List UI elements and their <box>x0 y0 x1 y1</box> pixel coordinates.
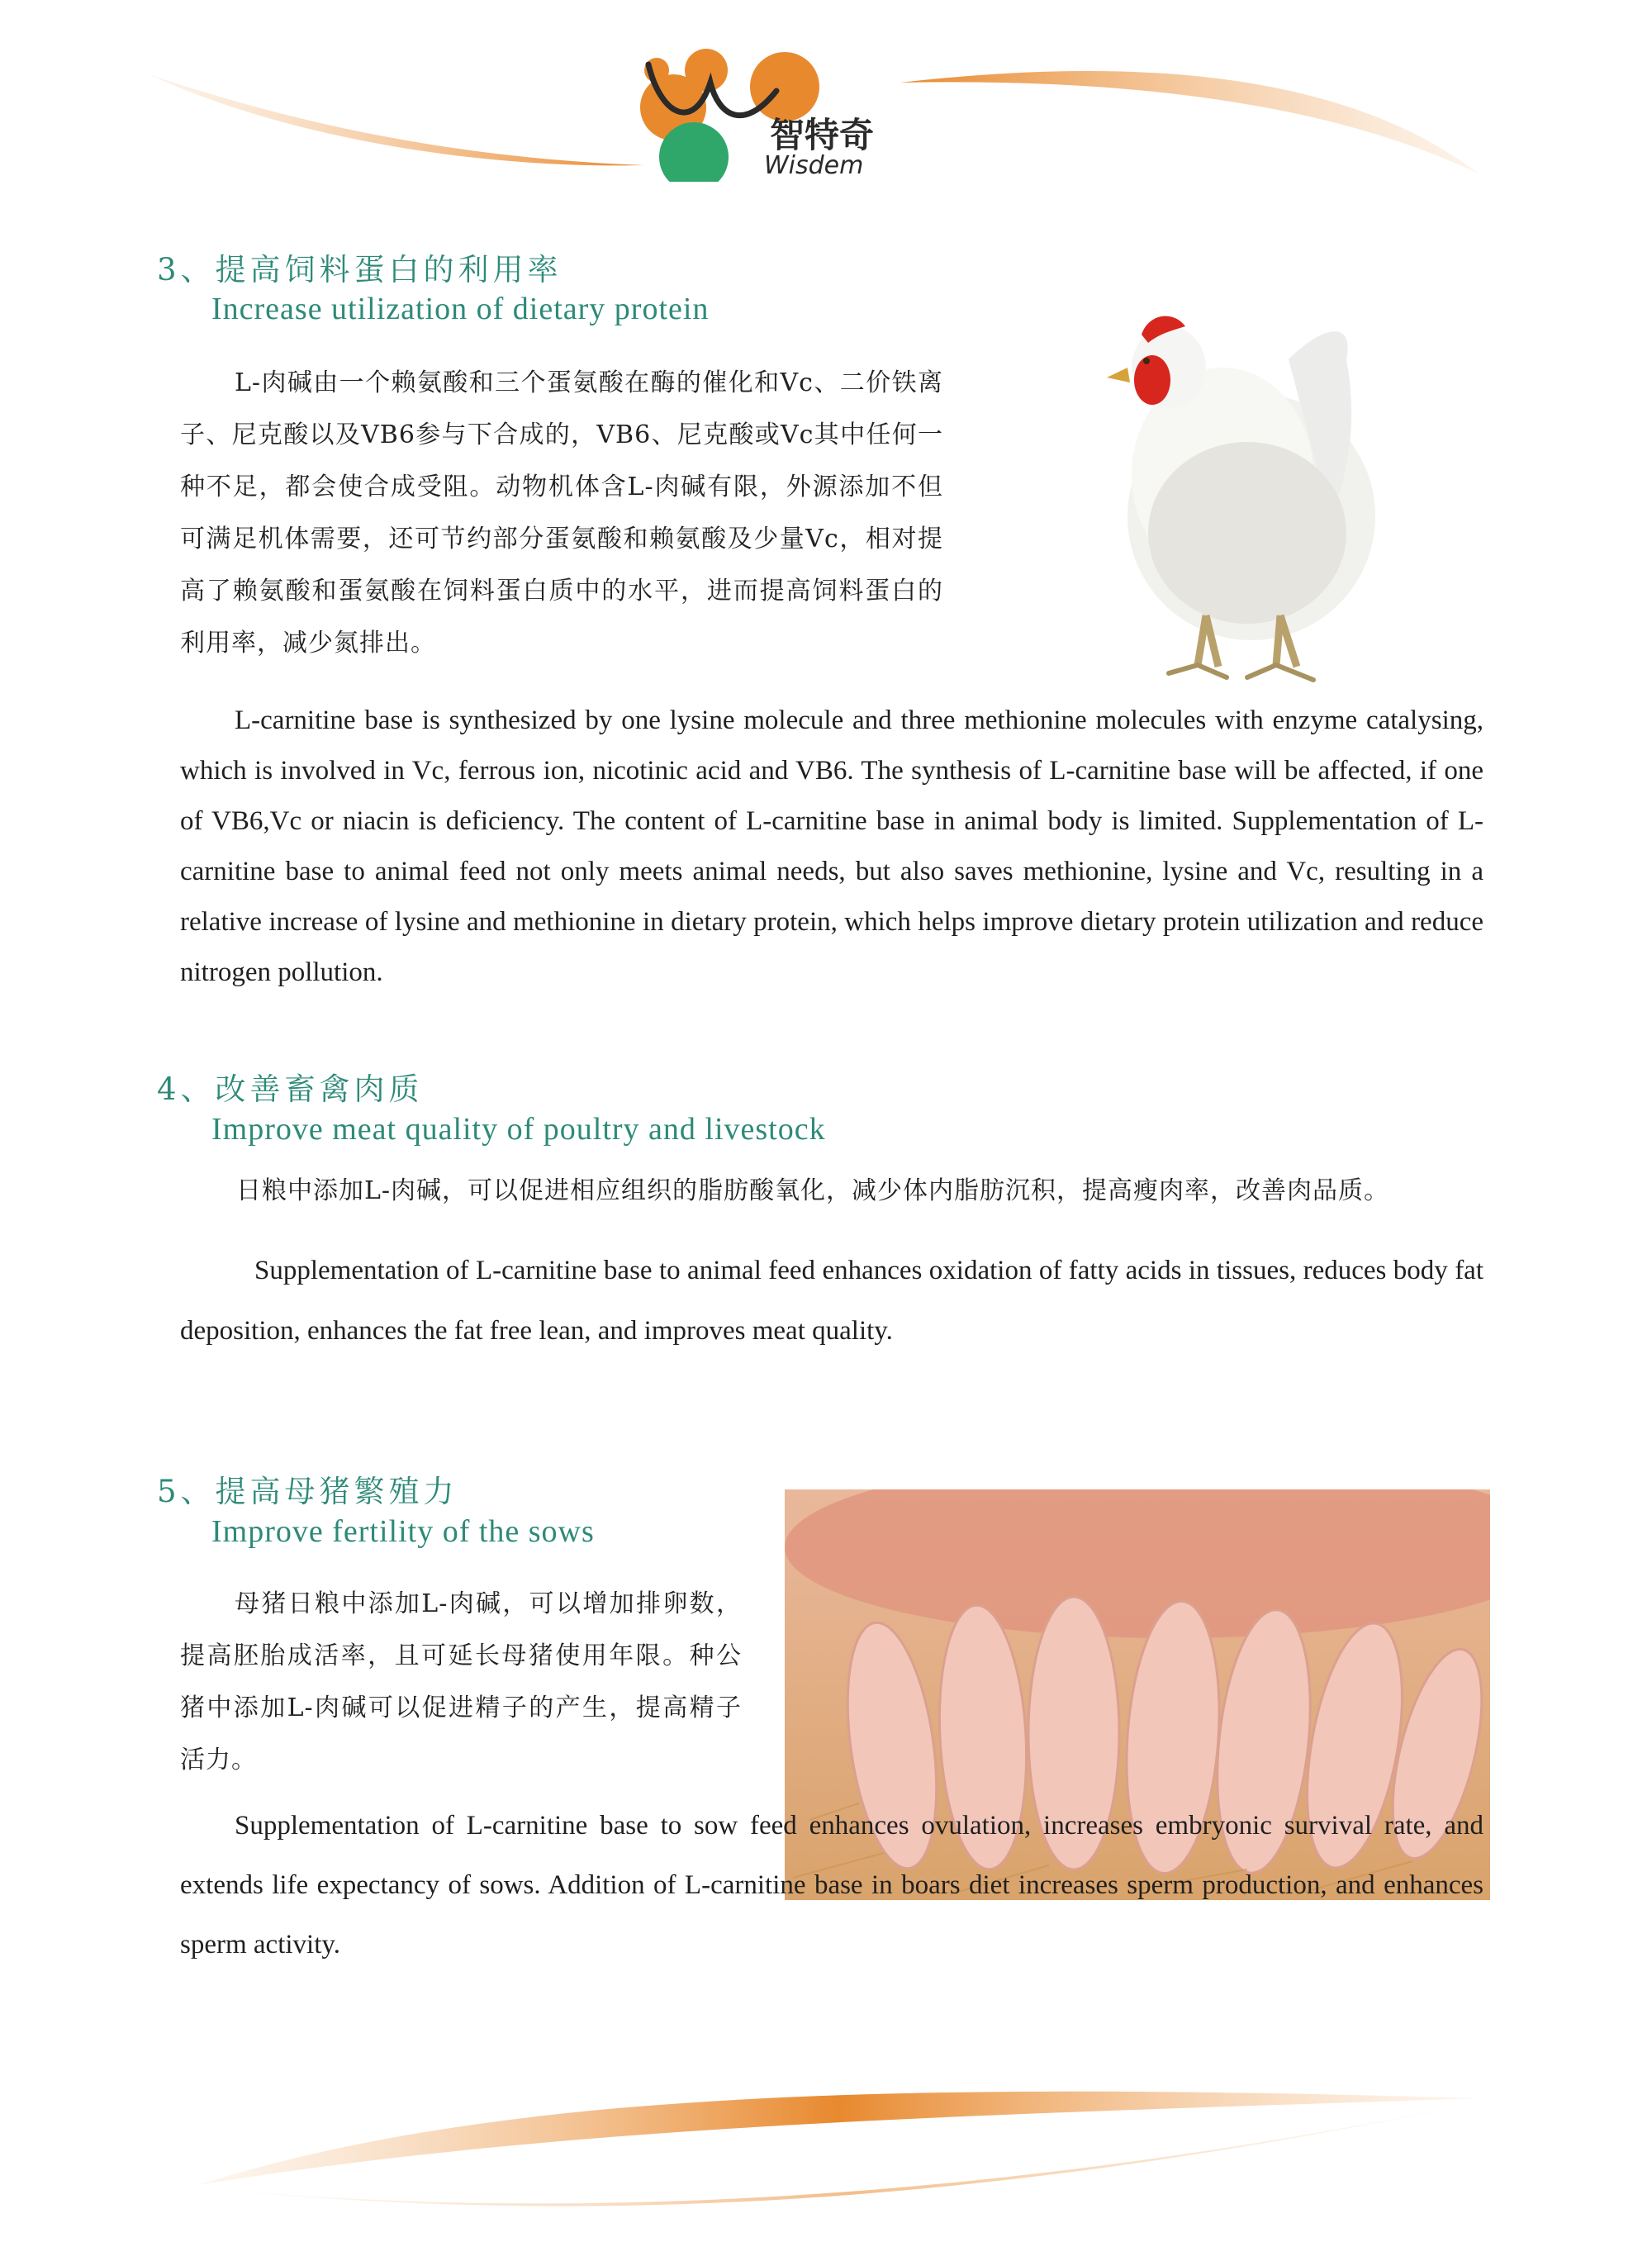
wisdem-logo <box>578 25 892 182</box>
section-3-title-en: Increase utilization of dietary protein <box>211 292 710 326</box>
logo-brand-en: Wisdem <box>764 151 864 180</box>
footer-swoosh-decoration <box>0 2065 1652 2242</box>
section-5-body-cn: 母猪日粮中添加L-肉碱，可以增加排卵数，提高胚胎成活率，且可延长母猪使用年限。种公猪中添加L-肉碱可以促进精子的产生，提高精子活力。 <box>180 1589 742 1774</box>
section-4-title-en: Improve meat quality of poultry and livestock <box>211 1112 826 1147</box>
section-4-title-cn: 4、改善畜禽肉质 <box>157 1071 424 1107</box>
section-3-body-cn: L-肉碱由一个赖氨酸和三个蛋氨酸在酶的催化和Vc、二价铁离子、尼克酸以及VB6参与下合成的，VB6、尼克酸或Vc其中任何一种不足，都会使合成受阻。动物机体含L-肉碱有限，外源添加不但可满足机体需要，还可节约部分蛋氨酸和赖氨酸及少量Vc，相对提高了赖氨酸和蛋氨酸在饲料蛋白质中的水平，进而提高饲料蛋白的利用率，减少氮排出。 <box>180 368 943 658</box>
section-5-title-en: Improve fertility of the sows <box>211 1514 595 1549</box>
section-5-body-en: Supplementation of L-carnitine base to sow feed enhances ovulation, increases embryonic survival rate, and extends life expectancy of sows. Addition of L-carnitine base in boars diet increases sperm production, and enhances sperm activity. <box>180 1811 1483 1959</box>
section-3-body-en: L-carnitine base is synthesized by one lysine molecule and three methionine molecules with enzyme catalysing, which is involved in Vc, ferrous ion, nicotinic acid and VB6. The synthesis of L-carnitine base will be affected, if one of VB6,Vc or niacin is deficiency. The content of L-carnitine base in animal body is limited. Supplementation of L-carnitine base to animal feed not only meets animal needs, but also saves methionine, lysine and Vc, resulting in a relative increase of lysine and methionine in dietary protein, which helps improve dietary protein utilization and reduce nitrogen pollution. <box>180 705 1483 987</box>
section-4-body-en: Supplementation of L-carnitine base to animal feed enhances oxidation of fatty acids in tissues, reduces body fat deposition, enhances the fat free lean, and improves meat quality. <box>180 1256 1483 1346</box>
section-5-title-cn: 5、提高母猪繁殖力 <box>157 1474 458 1509</box>
section-3-title-cn: 3、提高饲料蛋白的利用率 <box>157 252 563 287</box>
logo-brand-cn: 智特奇 <box>770 115 875 155</box>
section-4-body-cn: 日粮中添加L-肉碱，可以促进相应组织的脂肪酸氧化，减少体内脂肪沉积，提高瘦肉率，改善肉品质。 <box>236 1176 1390 1205</box>
hen-illustration-icon <box>1082 310 1379 698</box>
